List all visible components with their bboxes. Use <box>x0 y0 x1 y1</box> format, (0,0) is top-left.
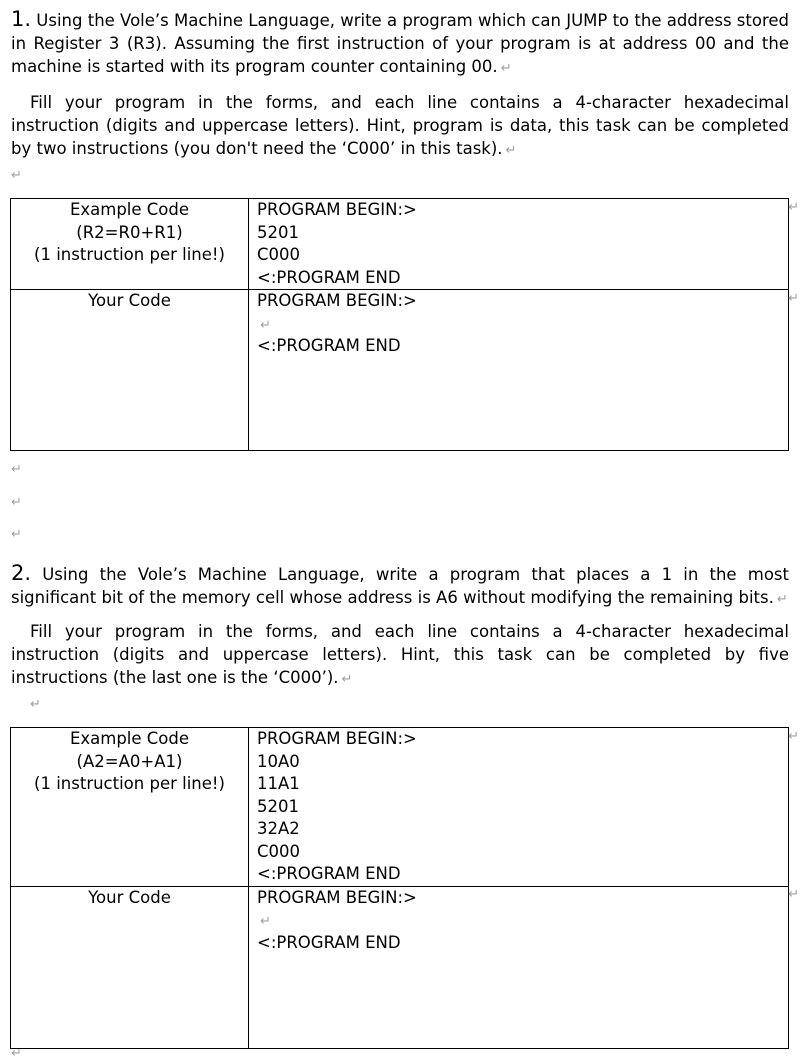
example-code-cell <box>249 728 789 887</box>
example-row <box>11 728 789 887</box>
example-label-cell: Example Code (A2=A0+A1) (1 instruction per line!) <box>11 728 249 887</box>
answer-line[interactable]: ↵ <box>260 914 271 929</box>
q1-statement: Using the Vole’s Machine Language, write a program which can JUMP to the address stored in Register 3 (R3). Assuming the first instruction of your program is at address 00 and the machine is started with its program counter containing 00. <box>11 11 789 76</box>
code-line: PROGRAM BEGIN:> <box>257 291 417 310</box>
row-end-mark: ↵ <box>788 729 799 744</box>
code-line: <:PROGRAM END <box>257 864 401 883</box>
paragraph-mark: ↵ <box>341 672 353 687</box>
empty-paragraph-mark: ↵ <box>30 697 41 712</box>
code-line: C000 <box>257 841 301 861</box>
code-line: 10A0 <box>257 751 300 771</box>
paragraph-mark: ↵ <box>505 143 517 158</box>
empty-paragraph-mark: ↵ <box>11 495 22 510</box>
code-line: <:PROGRAM END <box>257 932 401 952</box>
code-line: 11A1 <box>257 774 300 793</box>
q1-fill-instructions: Fill your program in the forms, and each line contains a 4-character hexadecimal instruction (digits and uppercase letters). Hint, program is data, this task can be completed by two instructions (you don't need the ‘C000’ in this task). ↵ <box>11 93 789 158</box>
q2-fill-instructions: Fill your program in the forms, and each line contains a 4-character hexadecimal instruction (digits and uppercase letters). Hint, this task can be completed by five instructions (the last one is the ‘C000’). ↵ <box>11 622 789 687</box>
your-code-label-cell: Your Code <box>11 290 249 451</box>
empty-paragraph-mark: ↵ <box>11 168 22 183</box>
code-line: PROGRAM BEGIN:> <box>257 200 417 219</box>
example-code-cell <box>249 199 789 290</box>
row-end-mark: ↵ <box>788 200 799 215</box>
code-line: PROGRAM BEGIN:> <box>257 729 417 748</box>
your-code-row <box>11 290 789 451</box>
q1-text <box>11 8 789 80</box>
q1-form <box>10 198 789 451</box>
empty-paragraph-mark: ↵ <box>11 527 22 542</box>
row-end-mark: ↵ <box>788 887 799 902</box>
q2-answer-cell[interactable] <box>249 886 789 1048</box>
code-line: <:PROGRAM END <box>257 336 401 355</box>
example-label-cell: Example Code (R2=R0+R1) (1 instruction per line!) <box>11 199 249 290</box>
your-code-label-cell: Your Code <box>11 886 249 1048</box>
code-line: 5201 <box>257 796 299 816</box>
your-code-row <box>11 886 789 1048</box>
empty-paragraph-mark: ↵ <box>11 462 22 477</box>
paragraph-mark: ↵ <box>500 61 512 76</box>
paragraph-mark: ↵ <box>776 592 788 607</box>
empty-paragraph-mark: ↵ <box>11 1046 22 1061</box>
code-line: <:PROGRAM END <box>257 267 401 287</box>
code-line: PROGRAM BEGIN:> <box>257 887 417 907</box>
answer-line[interactable]: ↵ <box>260 317 271 333</box>
q2-text <box>11 562 789 611</box>
example-row <box>11 199 789 290</box>
q2-statement: Using the Vole’s Machine Language, write a program that places a 1 in the most significant bit of the memory cell whose address is A6 without modifying the remaining bits. <box>11 565 789 607</box>
code-line: C000 <box>257 245 301 264</box>
q2-form <box>10 727 789 1049</box>
code-line: 5201 <box>257 222 299 242</box>
q1-number: 1. <box>11 7 32 31</box>
q2-number: 2. <box>11 561 32 585</box>
q1-answer-cell[interactable] <box>249 290 789 451</box>
row-end-mark: ↵ <box>788 291 799 306</box>
code-line: 32A2 <box>257 819 300 838</box>
